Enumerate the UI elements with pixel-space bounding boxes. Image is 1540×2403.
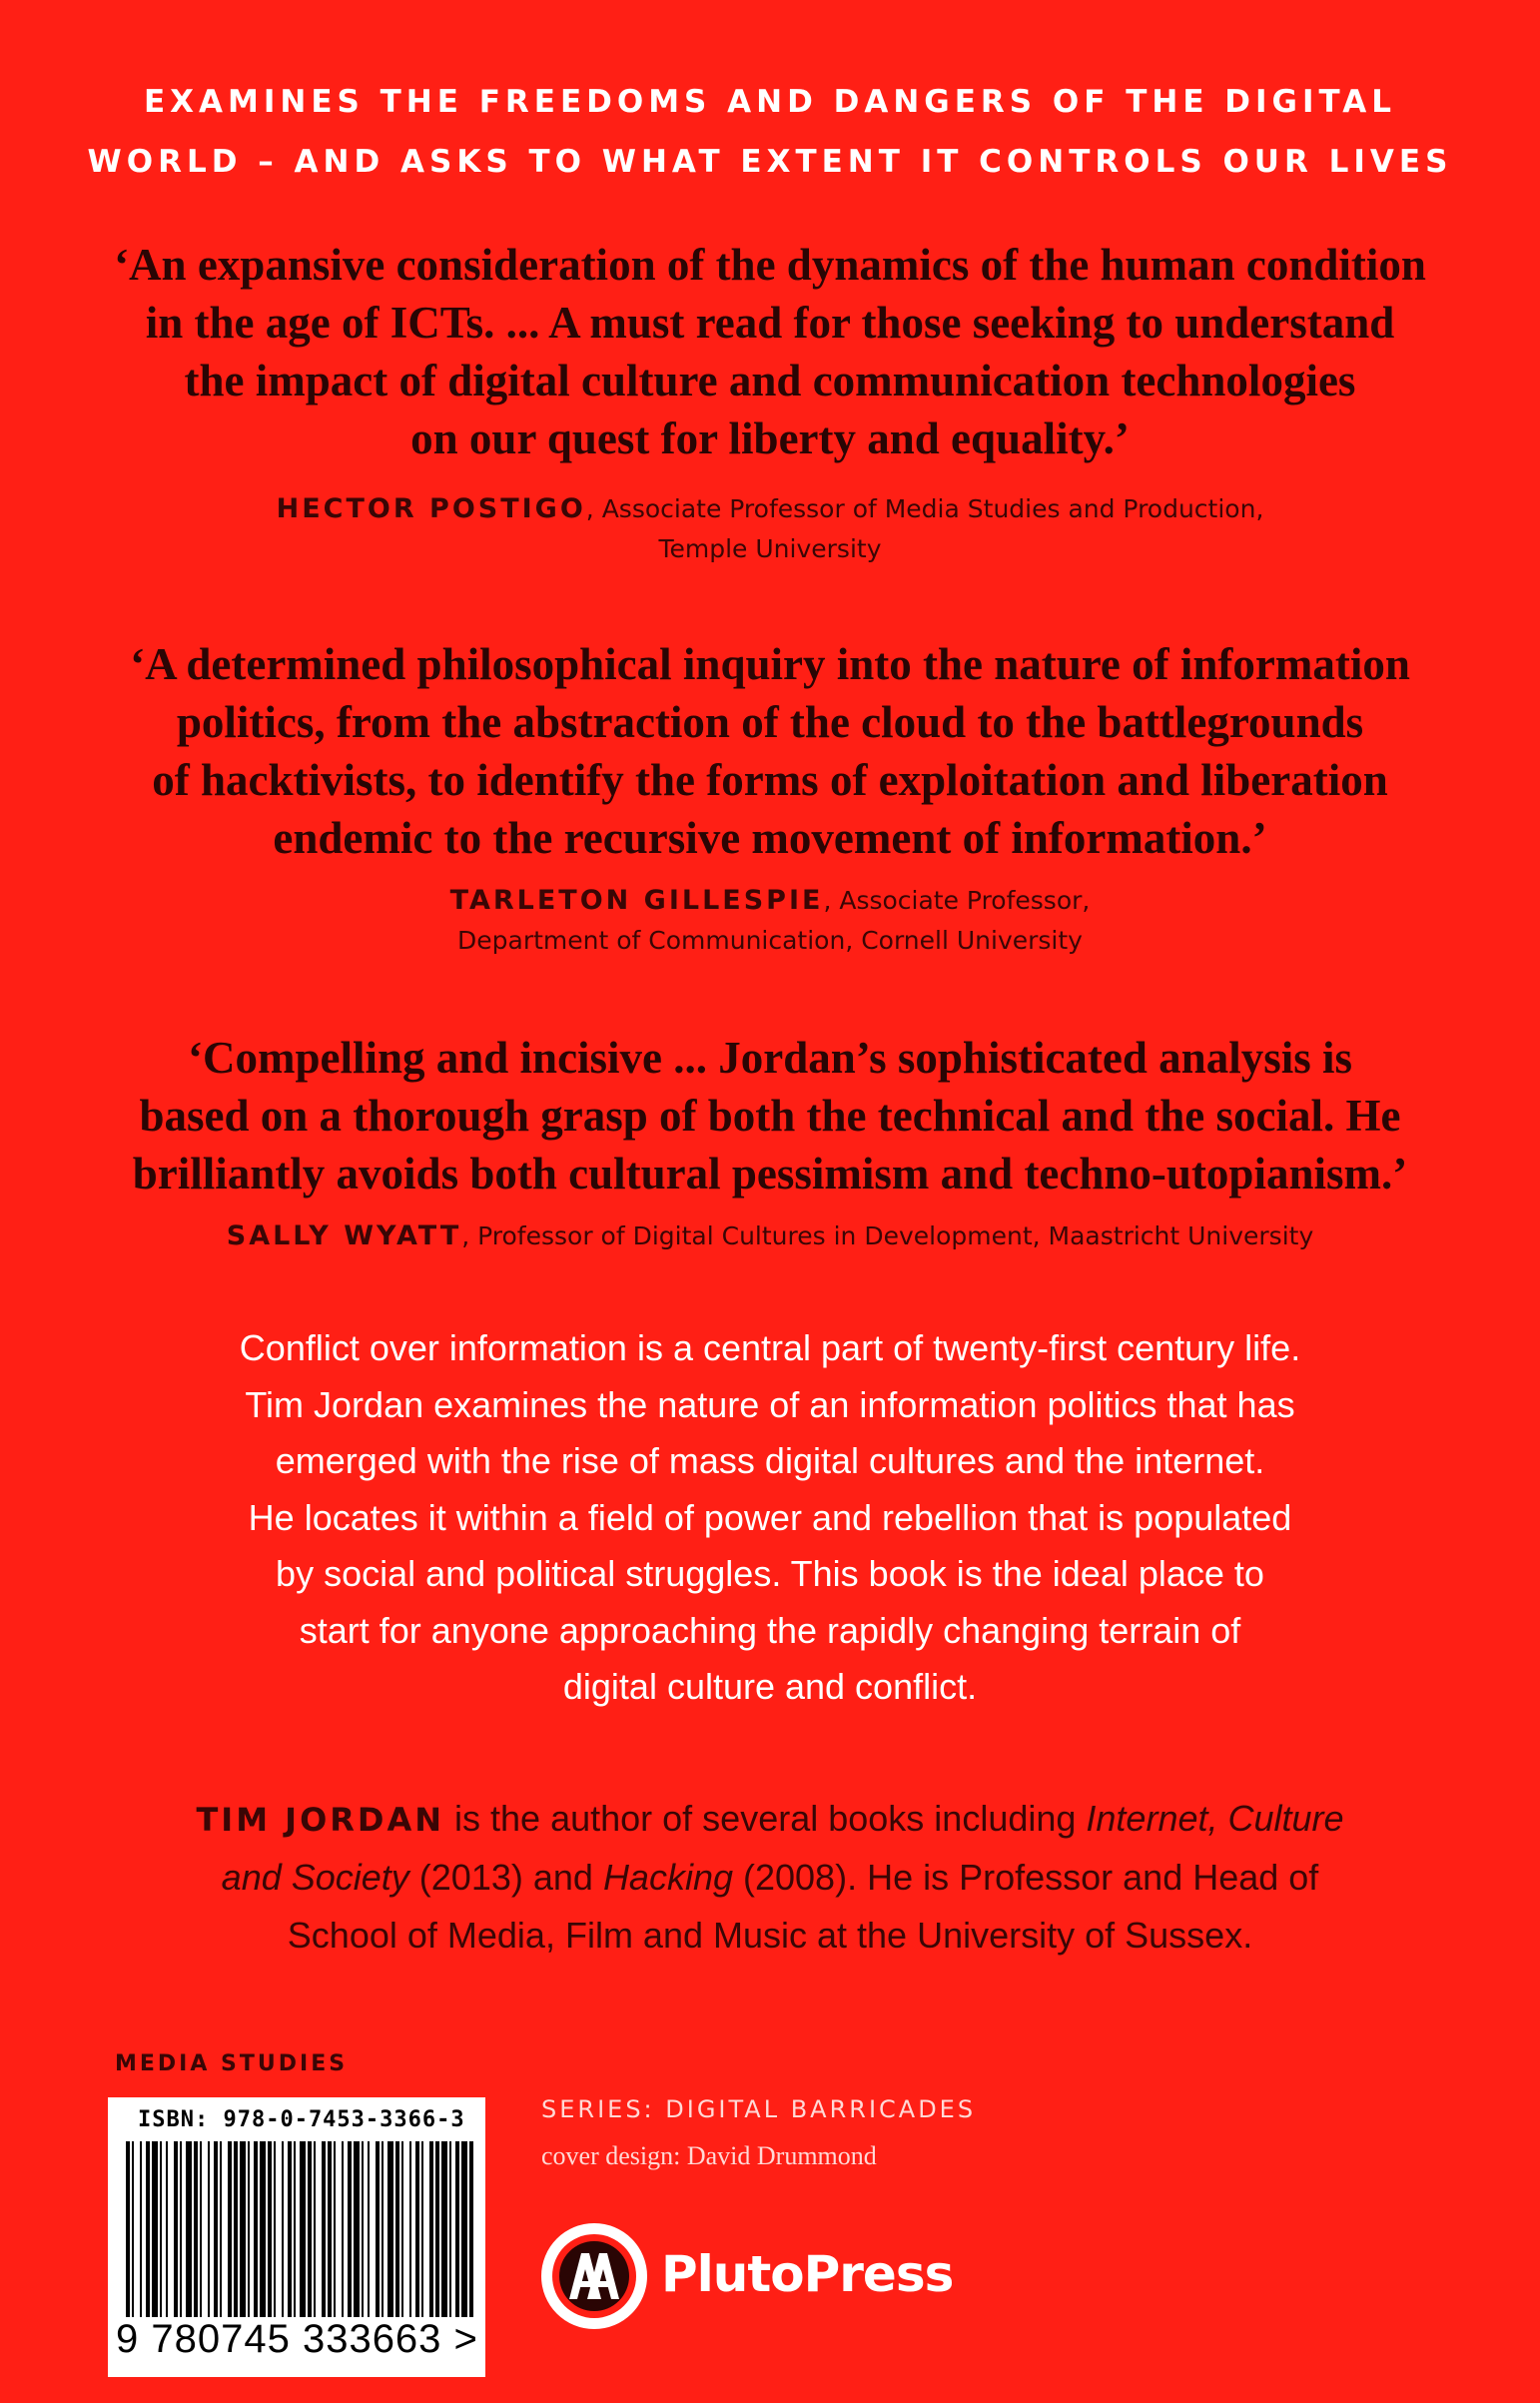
description-line: emerged with the rise of mass digital cultures and the internet. bbox=[275, 1440, 1265, 1481]
bio-text: (2013) and bbox=[408, 1857, 603, 1898]
subject-category: MEDIA STUDIES bbox=[115, 2051, 349, 2076]
description-line: Tim Jordan examines the nature of an information politics that has bbox=[245, 1383, 1295, 1425]
review-attribution-1 bbox=[60, 489, 1480, 569]
publisher-logo bbox=[539, 2221, 954, 2331]
tagline bbox=[0, 72, 1540, 192]
bio-book-title: Internet, Culture bbox=[1086, 1798, 1344, 1839]
description-line: start for anyone approaching the rapidly changing terrain of bbox=[299, 1609, 1241, 1651]
reviewer-name: HECTOR POSTIGO bbox=[276, 493, 586, 524]
reviewer-affiliation: , Professor of Digital Cultures in Development, Maastricht University bbox=[461, 1221, 1314, 1250]
tagline-line-2: WORLD – AND ASKS TO WHAT EXTENT IT CONTROLS OUR LIVES bbox=[87, 144, 1453, 180]
review-quote-1 bbox=[60, 236, 1480, 467]
quote-line: ‘An expansive consideration of the dynamics of the human condition bbox=[114, 240, 1426, 290]
reviewer-name: SALLY WYATT bbox=[226, 1220, 462, 1251]
quote-line: the impact of digital culture and communication technologies bbox=[184, 356, 1356, 405]
quote-line: of hacktivists, to identify the forms of exploitation and liberation bbox=[152, 755, 1388, 805]
reviewer-affiliation: , Associate Professor, bbox=[823, 886, 1091, 915]
description-line: by social and political struggles. This book is the ideal place to bbox=[276, 1553, 1264, 1594]
quote-line: ‘Compelling and incisive ... Jordan’s sophisticated analysis is bbox=[187, 1033, 1352, 1083]
bio-text: (2008). He is Professor and Head of bbox=[733, 1857, 1319, 1898]
pluto-press-logo-icon bbox=[539, 2221, 649, 2331]
cover-design-credit: cover design: David Drummond bbox=[541, 2141, 877, 2170]
author-name: TIM JORDAN bbox=[196, 1801, 445, 1839]
reviewer-affiliation: , Associate Professor of Media Studies and Production, bbox=[585, 494, 1264, 523]
barcode-bars bbox=[122, 2141, 477, 2329]
quote-line: ‘A determined philosophical inquiry into the nature of information bbox=[130, 639, 1410, 689]
book-description bbox=[60, 1320, 1480, 1716]
description-line: digital culture and conflict. bbox=[562, 1666, 978, 1707]
tagline-line-1: EXAMINES THE FREEDOMS AND DANGERS OF THE DIGITAL bbox=[143, 84, 1397, 120]
reviewer-name: TARLETON GILLESPIE bbox=[449, 885, 824, 916]
quote-line: in the age of ICTs. ... A must read for those seeking to understand bbox=[145, 298, 1395, 348]
quote-line: brilliantly avoids both cultural pessimism and techno-utopianism.’ bbox=[132, 1149, 1408, 1199]
review-quote-2 bbox=[60, 635, 1480, 867]
publisher-name: PlutoPress bbox=[661, 2245, 954, 2303]
bio-book-title: and Society bbox=[221, 1857, 409, 1898]
series-label: SERIES: DIGITAL BARRICADES bbox=[541, 2095, 977, 2123]
barcode-number: 9 780745 333663 > bbox=[116, 2317, 483, 2362]
review-quote-3 bbox=[60, 1029, 1480, 1202]
author-bio bbox=[60, 1790, 1480, 1965]
quote-line: based on a thorough grasp of both the technical and the social. He bbox=[139, 1091, 1401, 1141]
review-attribution-2 bbox=[60, 881, 1480, 961]
quote-line: endemic to the recursive movement of information.’ bbox=[273, 813, 1267, 863]
bio-book-title: Hacking bbox=[602, 1857, 733, 1898]
reviewer-affiliation-2: Temple University bbox=[658, 534, 882, 563]
reviewer-affiliation-2: Department of Communication, Cornell University bbox=[457, 926, 1083, 955]
description-line: He locates it within a field of power and rebellion that is populated bbox=[248, 1496, 1292, 1538]
isbn-label: ISBN: 978-0-7453-3366-3 bbox=[138, 2107, 465, 2132]
isbn-barcode bbox=[108, 2097, 485, 2377]
review-attribution-3 bbox=[60, 1216, 1480, 1256]
quote-line: politics, from the abstraction of the cloud to the battlegrounds bbox=[176, 697, 1364, 747]
quote-line: on our quest for liberty and equality.’ bbox=[410, 413, 1130, 463]
description-line: Conflict over information is a central part of twenty-first century life. bbox=[239, 1327, 1301, 1368]
bio-text: is the author of several books including bbox=[444, 1798, 1087, 1839]
bio-text: School of Media, Film and Music at the University of Sussex. bbox=[287, 1915, 1253, 1956]
